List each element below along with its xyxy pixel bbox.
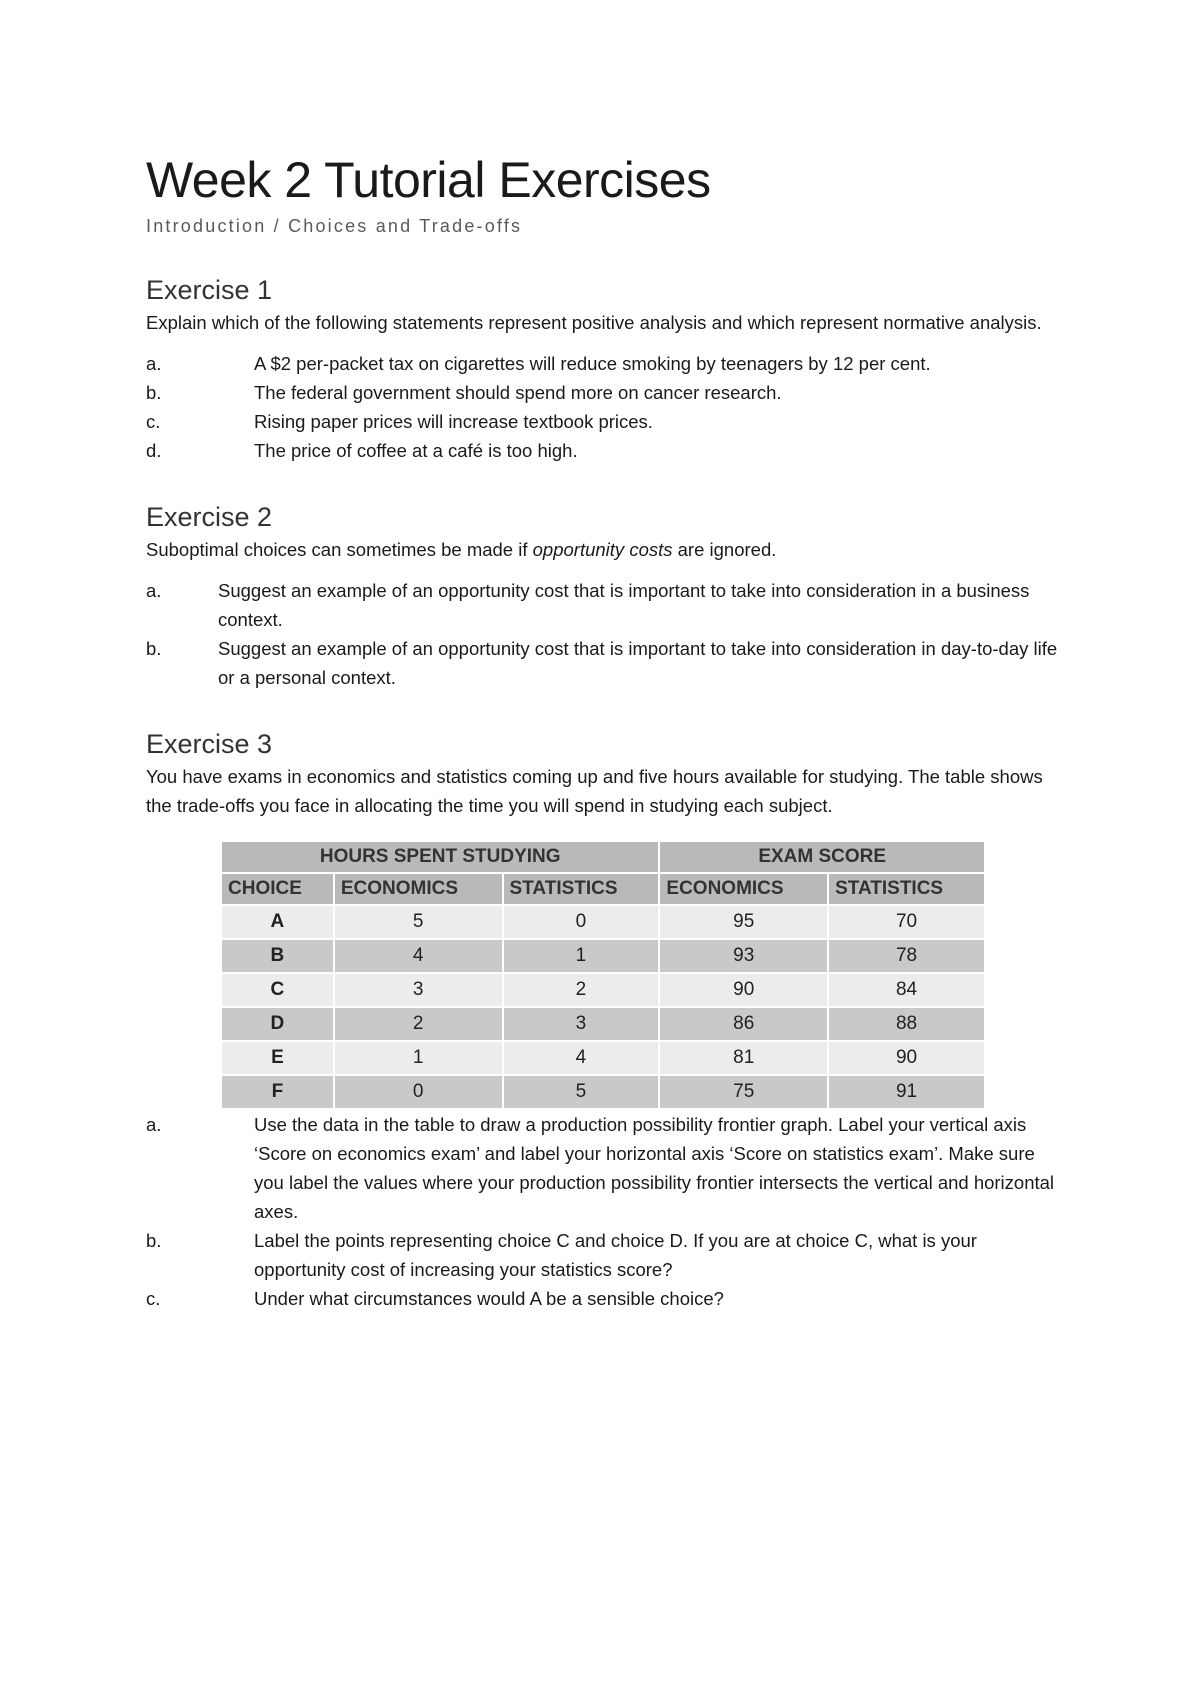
table-cell: 70	[829, 906, 984, 938]
list-item-text: The price of coffee at a café is too high.	[254, 440, 578, 461]
list-marker: c.	[146, 1288, 161, 1309]
column-header: ECONOMICS	[335, 874, 502, 904]
list-item	[146, 407, 1066, 436]
table-cell: 91	[829, 1076, 984, 1108]
list-marker: a.	[146, 580, 162, 601]
list-item-text: Use the data in the table to draw a production possibility frontier graph. Label your vertical axis ‘Score on economics exam’ and label your horizontal axis ‘Score on statistics exam’. Make sure you label the values where your production possibility frontier intersects the vertical and horizontal axes.	[254, 1114, 1055, 1222]
table-cell: 78	[829, 940, 984, 972]
list-marker: a.	[146, 1114, 162, 1135]
prompt-emphasis: opportunity costs	[532, 539, 673, 560]
list-marker: b.	[146, 638, 162, 659]
table-row	[222, 974, 984, 1006]
exercise-2-prompt	[146, 535, 1066, 564]
list-item-text: Suggest an example of an opportunity cost that is important to take into consideration in a business context.	[218, 580, 1030, 630]
prompt-text-end: are ignored.	[672, 539, 777, 560]
table-cell: 75	[660, 1076, 827, 1108]
table-cell: B	[222, 940, 333, 972]
table-cell: 4	[504, 1042, 659, 1074]
exercise-2-list	[146, 576, 1066, 692]
list-item	[146, 576, 1066, 634]
group-header-hours: HOURS SPENT STUDYING	[222, 842, 658, 872]
exercise-3-heading: Exercise 3	[146, 729, 273, 759]
exercise-2-section	[146, 499, 1066, 692]
list-item-text: The federal government should spend more on cancer research.	[254, 382, 782, 403]
table-cell: C	[222, 974, 333, 1006]
table-cell: 4	[335, 940, 502, 972]
list-item	[146, 1284, 1066, 1313]
table-header-row	[222, 874, 984, 904]
table-cell: 3	[504, 1008, 659, 1040]
table-cell: D	[222, 1008, 333, 1040]
table-group-header-row	[222, 842, 984, 872]
table-row	[222, 1076, 984, 1108]
table-cell: 3	[335, 974, 502, 1006]
table-row	[222, 940, 984, 972]
list-marker: a.	[146, 353, 162, 374]
list-item-text: Under what circumstances would A be a sensible choice?	[254, 1288, 724, 1309]
table-row	[222, 1008, 984, 1040]
table-cell: 90	[660, 974, 827, 1006]
exercise-2-heading: Exercise 2	[146, 502, 273, 532]
table-cell: 90	[829, 1042, 984, 1074]
exercise-3-list	[146, 1110, 1066, 1313]
list-marker: b.	[146, 382, 162, 403]
document-content	[146, 150, 1066, 1313]
list-item	[146, 1226, 1066, 1284]
table-cell: 88	[829, 1008, 984, 1040]
list-item	[146, 349, 1066, 378]
trade-off-table-wrapper	[220, 840, 1066, 1110]
table-cell: 5	[335, 906, 502, 938]
table-cell: 84	[829, 974, 984, 1006]
table-row	[222, 1042, 984, 1074]
list-marker: d.	[146, 440, 162, 461]
table-cell: 0	[335, 1076, 502, 1108]
table-cell: 95	[660, 906, 827, 938]
exercise-1-section	[146, 272, 1066, 465]
page-subtitle: Introduction / Choices and Trade-offs	[146, 216, 523, 236]
table-row	[222, 906, 984, 938]
column-header: STATISTICS	[829, 874, 984, 904]
table-cell: 1	[335, 1042, 502, 1074]
exercise-3-prompt: You have exams in economics and statistics coming up and five hours available for studying. The table shows the trade-offs you face in allocating the time you will spend in studying each subject.	[146, 766, 1043, 816]
table-cell: 2	[335, 1008, 502, 1040]
group-header-score: EXAM SCORE	[660, 842, 984, 872]
exercise-1-list	[146, 349, 1066, 465]
list-item-text: A $2 per-packet tax on cigarettes will reduce smoking by teenagers by 12 per cent.	[254, 353, 931, 374]
exercise-1-heading: Exercise 1	[146, 275, 273, 305]
table-cell: 81	[660, 1042, 827, 1074]
table-cell: A	[222, 906, 333, 938]
exercise-1-prompt: Explain which of the following statements represent positive analysis and which represent normative analysis.	[146, 312, 1042, 333]
list-item	[146, 436, 1066, 465]
column-header: ECONOMICS	[660, 874, 827, 904]
list-marker: c.	[146, 411, 161, 432]
table-cell: E	[222, 1042, 333, 1074]
table-cell: 86	[660, 1008, 827, 1040]
prompt-text-start: Suboptimal choices can sometimes be made if	[146, 539, 533, 560]
table-cell: 0	[504, 906, 659, 938]
table-cell: 2	[504, 974, 659, 1006]
list-item	[146, 378, 1066, 407]
list-item	[146, 634, 1066, 692]
table-cell: 93	[660, 940, 827, 972]
list-item-text: Rising paper prices will increase textbook prices.	[254, 411, 653, 432]
list-item	[146, 1110, 1066, 1226]
table-cell: 5	[504, 1076, 659, 1108]
list-item-text: Suggest an example of an opportunity cost that is important to take into consideration in day-to-day life or a personal context.	[218, 638, 1058, 688]
column-header: CHOICE	[222, 874, 333, 904]
list-marker: b.	[146, 1230, 162, 1251]
table-cell: 1	[504, 940, 659, 972]
column-header: STATISTICS	[504, 874, 659, 904]
table-cell: F	[222, 1076, 333, 1108]
list-item-text: Label the points representing choice C and choice D. If you are at choice C, what is your opportunity cost of increasing your statistics score?	[254, 1230, 977, 1280]
exercise-3-section	[146, 726, 1066, 1313]
trade-off-table	[220, 840, 986, 1110]
page-title: Week 2 Tutorial Exercises	[146, 152, 711, 208]
